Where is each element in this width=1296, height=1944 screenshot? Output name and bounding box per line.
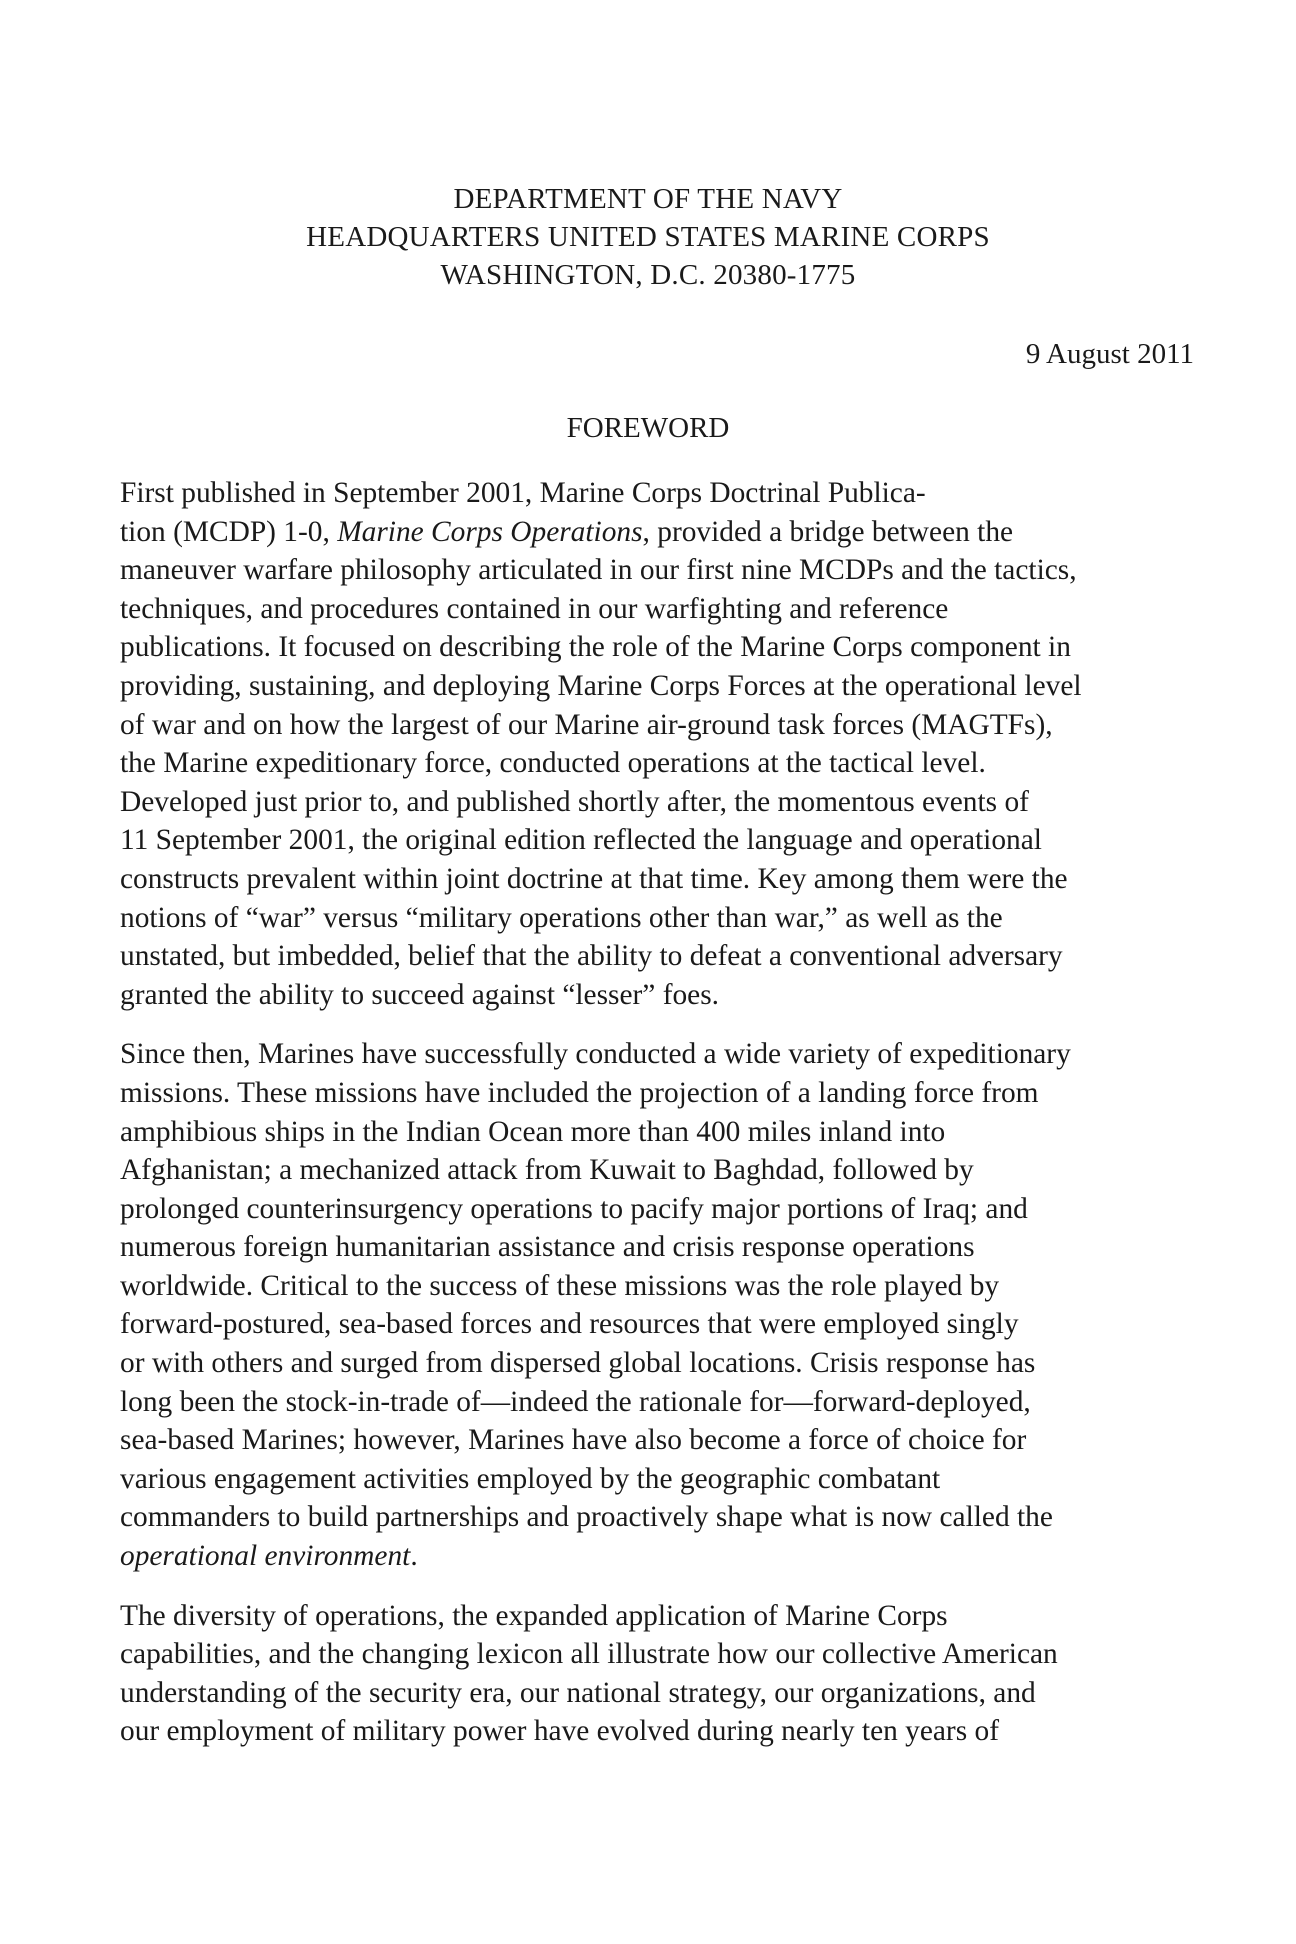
- text-segment: forward-postured, sea-based forces and resources that were employed singly: [120, 1308, 1019, 1341]
- text-segment: notions of “war” versus “military operations other than war,” as well as the: [120, 901, 1003, 934]
- text-line: [120, 1074, 1200, 1113]
- text-line: [120, 1498, 1200, 1537]
- italic-text: operational environment: [120, 1540, 411, 1573]
- text-segment: prolonged counterinsurgency operations to pacify major portions of Iraq; and: [120, 1192, 1028, 1225]
- text-segment: maneuver warfare philosophy articulated in our first nine MCDPs and the tactics,: [120, 554, 1077, 587]
- text-segment: Developed just prior to, and published shortly after, the momentous events of: [120, 785, 1029, 818]
- text-line: [120, 628, 1200, 667]
- text-segment: various engagement activities employed by the geographic combatant: [120, 1462, 941, 1495]
- text-segment: commanders to build partnerships and proactively shape what is now called the: [120, 1501, 1053, 1534]
- text-segment: missions. These missions have included the projection of a landing force from: [120, 1076, 1039, 1109]
- text-segment: Afghanistan; a mechanized attack from Kuwait to Baghdad, followed by: [120, 1154, 974, 1187]
- text-segment: , provided a bridge between the: [642, 515, 1014, 548]
- letterhead-department: DEPARTMENT OF THE NAVY: [453, 183, 843, 215]
- paragraph: [120, 1035, 1200, 1575]
- text-segment: techniques, and procedures contained in our warfighting and reference: [120, 592, 949, 625]
- text-line: [120, 899, 1200, 938]
- text-segment: 11 September 2001, the original edition reflected the language and operational: [120, 824, 1042, 857]
- text-segment: unstated, but imbedded, belief that the ability to defeat a conventional adversary: [120, 940, 1063, 973]
- text-segment: the Marine expeditionary force, conducted operations at the tactical level.: [120, 747, 986, 780]
- text-segment: tion (MCDP) 1-0,: [120, 515, 338, 548]
- text-line: [120, 706, 1200, 745]
- text-line: [120, 1190, 1200, 1229]
- text-line: [120, 667, 1200, 706]
- text-line: [120, 744, 1200, 783]
- text-line: [120, 821, 1200, 860]
- text-line: [120, 860, 1200, 899]
- text-segment: capabilities, and the changing lexicon all illustrate how our collective American: [120, 1638, 1058, 1671]
- text-line: [120, 976, 1200, 1015]
- text-line: [120, 1267, 1200, 1306]
- paragraph: [120, 474, 1200, 1014]
- text-segment: worldwide. Critical to the success of these missions was the role played by: [120, 1269, 1000, 1302]
- text-line: [120, 1228, 1200, 1267]
- text-line: [120, 551, 1200, 590]
- text-segment: amphibious ships in the Indian Ocean more than 400 miles inland into: [120, 1115, 946, 1148]
- text-line: [120, 1383, 1200, 1422]
- text-segment: granted the ability to succeed against “lesser” foes.: [120, 978, 720, 1011]
- paragraph: [120, 1597, 1200, 1751]
- text-segment: providing, sustaining, and deploying Marine Corps Forces at the operational level: [120, 669, 1082, 702]
- text-line: [120, 783, 1200, 822]
- document-date: 9 August 2011: [1025, 338, 1194, 370]
- text-line: [120, 1635, 1200, 1674]
- text-segment: long been the stock-in-trade of—indeed the rationale for—forward-deployed,: [120, 1385, 1031, 1418]
- text-line: [120, 1113, 1200, 1152]
- text-line: [120, 513, 1200, 552]
- text-line: [120, 1674, 1200, 1713]
- text-segment: our employment of military power have evolved during nearly ten years of: [120, 1715, 999, 1748]
- foreword-body: [120, 474, 1200, 1772]
- text-line: [120, 474, 1200, 513]
- text-line: [120, 937, 1200, 976]
- text-segment: Since then, Marines have successfully conducted a wide variety of expeditionary: [120, 1038, 1071, 1071]
- text-segment: constructs prevalent within joint doctrine at that time. Key among them were the: [120, 862, 1068, 895]
- text-segment: sea-based Marines; however, Marines have also become a force of choice for: [120, 1424, 1027, 1457]
- text-segment: or with others and surged from dispersed global locations. Crisis response has: [120, 1347, 1036, 1380]
- text-segment: numerous foreign humanitarian assistance and crisis response operations: [120, 1231, 975, 1264]
- letterhead-address: WASHINGTON, D.C. 20380-1775: [440, 259, 856, 291]
- foreword-heading: FOREWORD: [566, 412, 730, 444]
- text-segment: First published in September 2001, Marine Corps Doctrinal Publica-: [120, 477, 926, 509]
- letterhead-headquarters: HEADQUARTERS UNITED STATES MARINE CORPS: [306, 221, 990, 253]
- text-segment: The diversity of operations, the expanded application of Marine Corps: [120, 1599, 948, 1632]
- letterhead: [0, 180, 1296, 294]
- text-line: [120, 590, 1200, 629]
- text-line: [120, 1597, 1200, 1636]
- text-line: [120, 1035, 1200, 1074]
- text-segment: understanding of the security era, our national strategy, our organizations, and: [120, 1676, 1036, 1709]
- text-segment: publications. It focused on describing the role of the Marine Corps component in: [120, 631, 1071, 664]
- text-line: [120, 1460, 1200, 1499]
- italic-text: Marine Corps Operations: [337, 515, 643, 548]
- text-line: [120, 1421, 1200, 1460]
- text-line: [120, 1344, 1200, 1383]
- text-line: [120, 1537, 1200, 1576]
- text-line: [120, 1712, 1200, 1751]
- text-line: [120, 1151, 1200, 1190]
- text-segment: of war and on how the largest of our Marine air-ground task forces (MAGTFs),: [120, 708, 1053, 741]
- text-line: [120, 1305, 1200, 1344]
- text-segment: .: [410, 1540, 418, 1573]
